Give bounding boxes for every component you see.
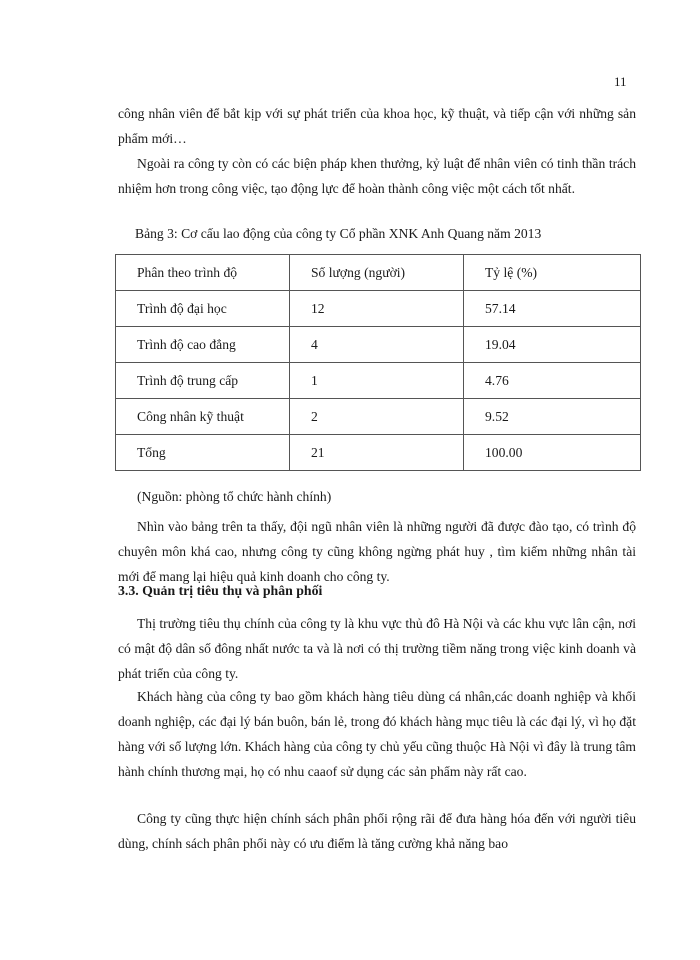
cell-ratio: 100.00 <box>464 435 641 471</box>
cell-level: Trình độ cao đẳng <box>116 327 290 363</box>
table-source-note: (Nguồn: phòng tổ chức hành chính) <box>137 489 332 504</box>
cell-ratio: 19.04 <box>464 327 641 363</box>
paragraph-market: Thị trường tiêu thụ chính của công ty là khu vực thủ đô Hà Nội và các khu vực lân cận, nơi có mật độ dân số đông nhất nước ta và là nơi có thị trường tiềm năng trong việc kinh doanh và phát triển của công ty. <box>118 616 636 681</box>
cell-quantity: 2 <box>290 399 464 435</box>
cell-ratio: 4.76 <box>464 363 641 399</box>
page-number: 11 <box>614 74 627 89</box>
cell-quantity: 4 <box>290 327 464 363</box>
cell-quantity: 12 <box>290 291 464 327</box>
header-education-level: Phân theo trình độ <box>116 255 290 291</box>
paragraph-distribution: Công ty cũng thực hiện chính sách phân phối rộng rãi để đưa hàng hóa đến với người tiêu dùng, chính sách phân phối này có ưu điểm là tăng cường khả năng bao <box>118 811 636 851</box>
cell-quantity: 21 <box>290 435 464 471</box>
paragraph-intro-continuation: công nhân viên để bắt kịp với sự phát triển của khoa học, kỹ thuật, và tiếp cận với những sản phẩm mới… <box>118 106 636 146</box>
table-row-total <box>116 435 641 471</box>
paragraph-customers: Khách hàng của công ty bao gồm khách hàng tiêu dùng cá nhân,các doanh nghiệp và khối doanh nghiệp, các đại lý bán buôn, bán lẻ, trong đó khách hàng mục tiêu là các đại lý, vì họ đặt hàng với số lượng lớn. Khách hàng của công ty chủ yếu cũng thuộc Hà Nội vì đây là trung tâm hành chính thương mại, họ có nhu caaof sử dụng các sản phẩm này rất cao. <box>118 689 636 779</box>
table-caption: Bảng 3: Cơ cấu lao động của công ty Cổ phần XNK Anh Quang năm 2013 <box>135 226 542 241</box>
cell-ratio: 57.14 <box>464 291 641 327</box>
header-quantity: Số lượng (người) <box>290 255 464 291</box>
cell-level: Trình độ trung cấp <box>116 363 290 399</box>
labor-structure-table <box>115 254 641 471</box>
cell-ratio: 9.52 <box>464 399 641 435</box>
header-ratio: Tỷ lệ (%) <box>464 255 641 291</box>
cell-level: Công nhân kỹ thuật <box>116 399 290 435</box>
table-header-row <box>116 255 641 291</box>
section-heading: 3.3. Quản trị tiêu thụ và phân phối <box>118 583 323 598</box>
table-row <box>116 291 641 327</box>
paragraph-reward-policy: Ngoài ra công ty còn có các biện pháp khen thưởng, kỷ luật để nhân viên có tinh thần trách nhiệm hơn trong công việc, tạo động lực để hoàn thành công việc một cách tốt nhất. <box>118 156 636 196</box>
cell-level: Trình độ đại học <box>116 291 290 327</box>
table-row <box>116 399 641 435</box>
paragraph-analysis: Nhìn vào bảng trên ta thấy, đội ngũ nhân viên là những người đã được đào tạo, có trình độ chuyên môn khá cao, nhưng công ty cũng không ngừng phát huy , tìm kiếm những nhân tài mới để mang lại hiệu quả kinh doanh cho công ty. <box>118 519 636 584</box>
cell-level: Tổng <box>116 435 290 471</box>
table-row <box>116 363 641 399</box>
table-row <box>116 327 641 363</box>
cell-quantity: 1 <box>290 363 464 399</box>
